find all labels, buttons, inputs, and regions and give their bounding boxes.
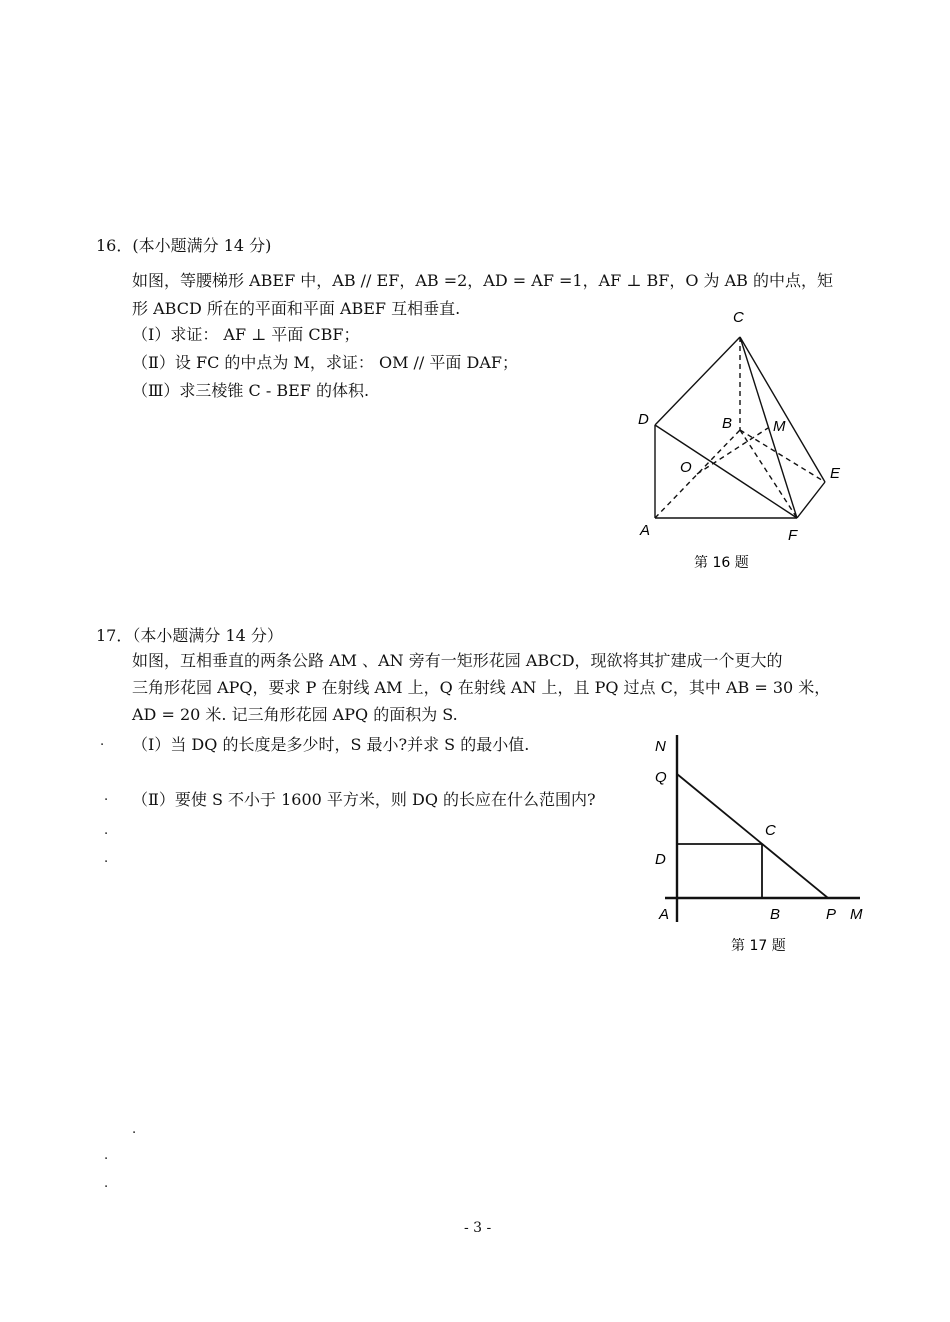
- margin-mark: .: [104, 1176, 109, 1191]
- q16-label-o: O: [680, 459, 692, 476]
- q16-figure-caption: 第 16 题: [694, 555, 749, 571]
- q16-label-a: A: [640, 522, 651, 539]
- q17-header: 17．（本小题满分 14 分）: [96, 626, 283, 645]
- margin-mark: .: [132, 1122, 137, 1137]
- q17-statement-line1: 如图，互相垂直的两条公路 AM 、AN 旁有一矩形花园 ABCD，现欲将其扩建成一个更大的: [132, 651, 783, 670]
- q17-label-q: Q: [655, 769, 667, 786]
- q17-label-a: A: [659, 906, 670, 923]
- q16-statement-line2: 形 ABCD 所在的平面和平面 ABEF 互相垂直.: [132, 299, 461, 318]
- q17-label-c: C: [765, 822, 776, 839]
- margin-mark: .: [104, 1148, 109, 1163]
- q16-label-d: D: [638, 411, 649, 428]
- q17-statement-line3: AD = 20 米. 记三角形花园 APQ 的面积为 S.: [132, 705, 458, 724]
- q16-part3: （Ⅲ）求三棱锥 C - BEF 的体积.: [132, 381, 370, 400]
- q16-label-e: E: [830, 465, 841, 482]
- margin-mark: .: [104, 789, 109, 804]
- q16-statement-line1: 如图，等腰梯形 ABEF 中，AB // EF，AB =2，AD = AF =1，AF ⊥ BF，O 为 AB 的中点，矩: [132, 271, 834, 290]
- segment-qp: [677, 774, 828, 898]
- margin-mark: .: [104, 851, 109, 866]
- q17-part2: （Ⅱ）要使 S 不小于 1600 平方米，则 DQ 的长应在什么范围内?: [132, 790, 596, 809]
- margin-mark: .: [104, 823, 109, 838]
- q17-label-n: N: [655, 738, 666, 755]
- q17-label-p: P: [826, 906, 837, 923]
- margin-mark: .: [100, 734, 105, 749]
- q16-label-m: M: [773, 418, 786, 435]
- page-number: - 3 -: [464, 1220, 492, 1236]
- q16-part1: （Ⅰ）求证： AF ⊥ 平面 CBF；: [132, 325, 360, 344]
- q17-figure-caption: 第 17 题: [731, 938, 786, 954]
- q17-label-b: B: [770, 906, 781, 923]
- q16-part2: （Ⅱ）设 FC 的中点为 M，求证： OM // 平面 DAF；: [132, 353, 518, 372]
- q16-header: 16．(本小题满分 14 分): [96, 236, 272, 255]
- q17-statement-line2: 三角形花园 APQ，要求 P 在射线 AM 上，Q 在射线 AN 上，且 PQ 过点 C，其中 AB = 30 米，: [132, 678, 831, 697]
- q17-part1: （Ⅰ）当 DQ 的长度是多少时，S 最小?并求 S 的最小值.: [132, 735, 530, 754]
- q17-label-d: D: [655, 851, 666, 868]
- q16-label-c: C: [733, 309, 744, 326]
- q17-label-m: M: [850, 906, 863, 923]
- q16-label-f: F: [788, 527, 798, 544]
- q16-label-b: B: [722, 415, 733, 432]
